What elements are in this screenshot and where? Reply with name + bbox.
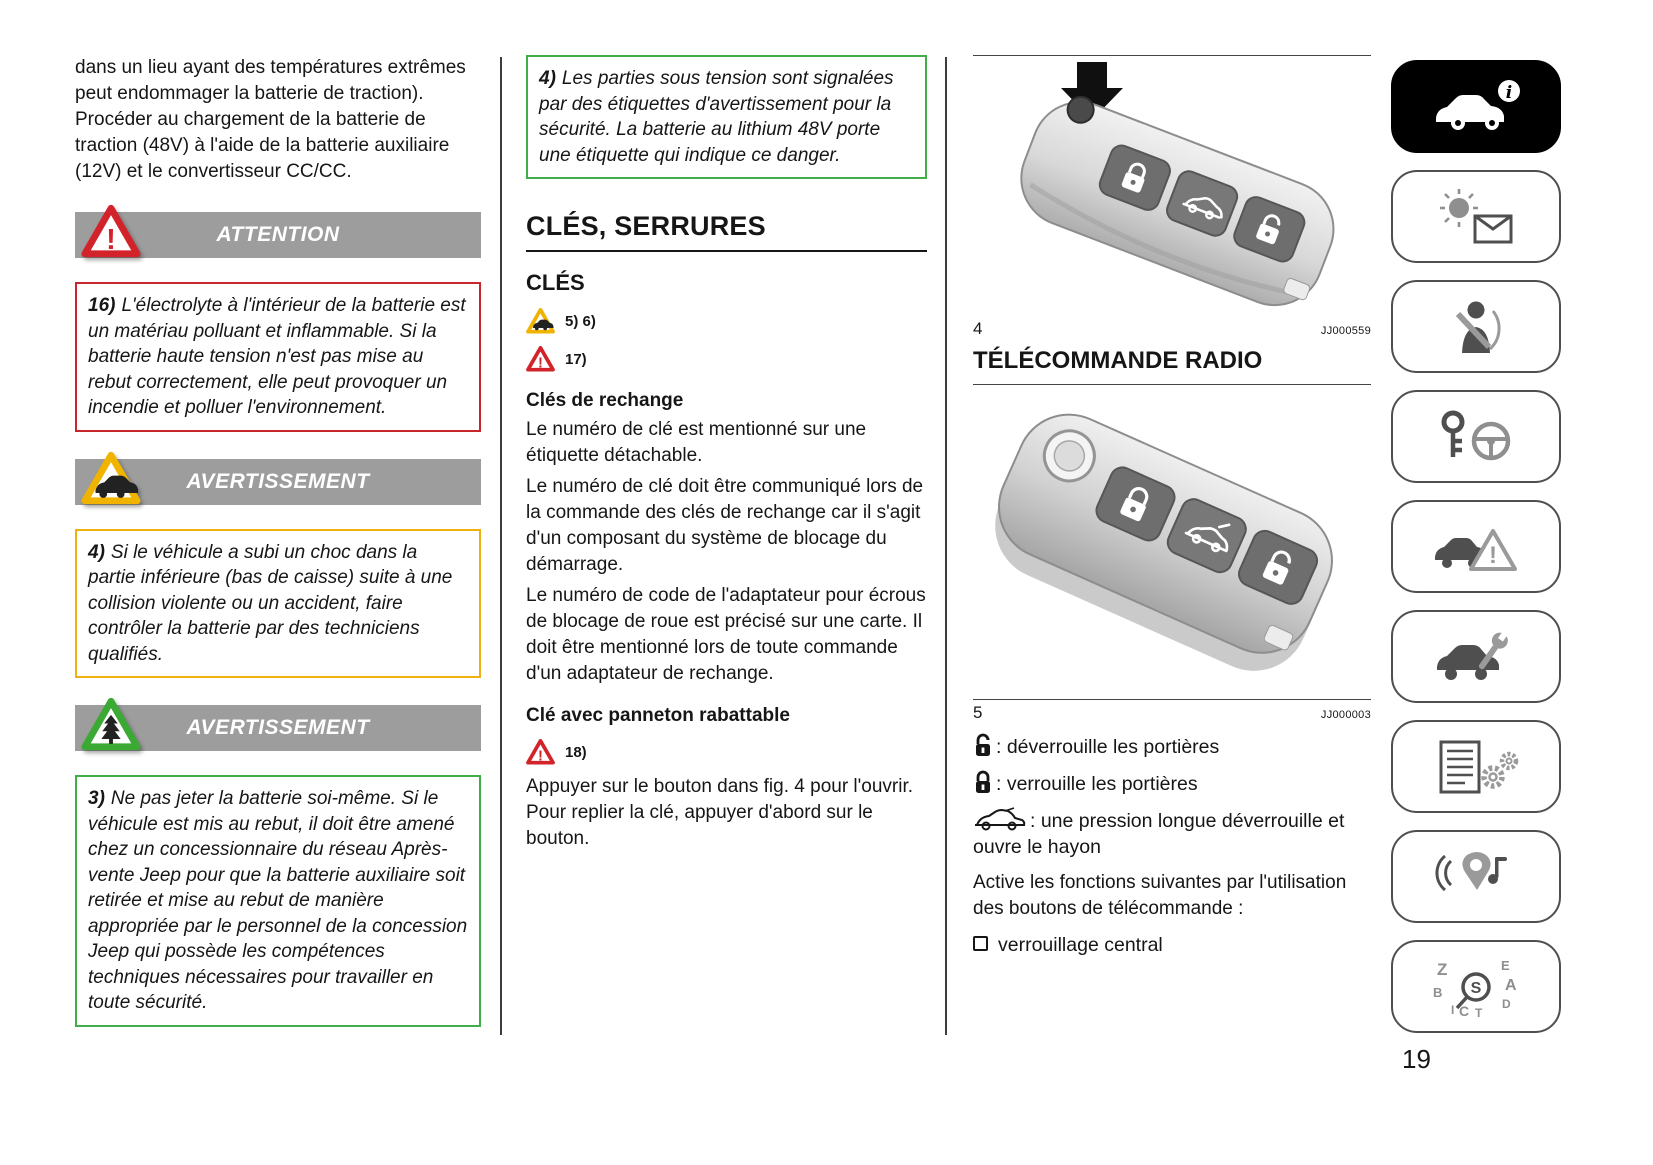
flip-key-ref-row — [526, 739, 927, 765]
figure-5-code: JJ000003 — [1320, 709, 1371, 721]
warning-ref-row — [526, 308, 927, 334]
sidebar-item-vehicle-info[interactable] — [1391, 60, 1561, 153]
svg-text:i: i — [1505, 82, 1513, 103]
car-info-icon — [1428, 78, 1524, 136]
figure-5 — [973, 393, 1371, 723]
svg-text:S: S — [1470, 979, 1482, 997]
multimedia-navigation-icon — [1431, 849, 1521, 905]
warning-16-number: 16) — [88, 295, 116, 316]
attention-ref-label: 17) — [565, 350, 587, 368]
specifications-list-gear-icon — [1431, 739, 1521, 795]
subsection-title-cles: CLÉS — [526, 270, 585, 295]
sidebar-item-index[interactable] — [1391, 940, 1561, 1033]
warning-lights-messages-icon — [1431, 189, 1521, 245]
car-wrench-icon — [1431, 629, 1521, 685]
key-fob-figure-4-image — [973, 60, 1369, 312]
tailgate-function-row — [973, 807, 1371, 860]
warning-4-number: 4) — [88, 541, 105, 563]
lock-function-text: : verrouille les portières — [996, 773, 1198, 795]
figure-5-caption — [973, 699, 1371, 723]
column-divider — [945, 57, 947, 1035]
unlock-function-text: : déverrouille les portières — [996, 736, 1220, 758]
sidebar-item-emergency[interactable] — [1391, 500, 1561, 593]
spare-keys-p3: Le numéro de code de l'adaptateur pour écrous de blocage de roue est précisé sur une carte. Il doit être mentionné lors de toute commande d'un adaptateur de rechange. — [526, 585, 926, 684]
lock-padlock-icon — [973, 770, 993, 796]
warning-16-text: L'électrolyte à l'intérieur de la batterie est un matériau polluant et inflammable. Si la batterie haute tension n'est pas mise au rebut correctement, elle peut provoquer un incendie et polluer l'environnement. — [88, 295, 466, 418]
figure-4-caption — [973, 319, 1371, 339]
sidebar-item-warning-lights[interactable] — [1391, 170, 1561, 263]
sidebar-item-safety[interactable] — [1391, 280, 1561, 373]
avertissement-title: AVERTISSEMENT — [186, 469, 370, 493]
functions-intro-paragraph: Active les fonctions suivantes par l'utilisation des boutons de télécommande : — [973, 872, 1347, 919]
yellow-car-triangle-icon — [81, 451, 141, 506]
green-tree-triangle-icon — [81, 697, 141, 752]
warning-3-box — [75, 775, 481, 1027]
figure-4 — [973, 55, 1371, 339]
sidebar-item-multimedia[interactable] — [1391, 830, 1561, 923]
avertissement-eco-header-bar — [75, 705, 481, 751]
svg-text:E: E — [1501, 957, 1510, 973]
svg-text:!: ! — [538, 355, 543, 372]
page-number: 19 — [1402, 1044, 1431, 1074]
column-right — [973, 55, 1371, 958]
chapter-tab-sidebar — [1391, 60, 1561, 1033]
avertissement-eco-title: AVERTISSEMENT — [186, 716, 370, 739]
spare-keys-p2: Le numéro de clé doit être communiqué lors de la commande des clés de rechange car il s'agit d'un composant du système de blocage du démarrage. — [526, 476, 924, 575]
column-left — [75, 55, 481, 1027]
sidebar-item-servicing-care[interactable] — [1391, 610, 1561, 703]
red-warning-triangle-icon — [81, 204, 141, 259]
seatbelt-person-icon — [1431, 299, 1521, 355]
intro-paragraph: dans un lieu ayant des températures extrêmes peut endommager la batterie de traction). Procéder au chargement de la batterie de traction (48V) à l'aide de la batterie auxiliaire (12V) et le convertisseur CC/CC. — [75, 57, 466, 182]
square-bullet-icon — [973, 936, 988, 951]
central-locking-text: verrouillage central — [998, 934, 1163, 956]
svg-text:I: I — [1451, 1002, 1455, 1017]
section-title-cles-serrures: CLÉS, SERRURES — [526, 211, 927, 252]
car-warning-triangle-icon — [1431, 519, 1521, 575]
section-title-telecommande: TÉLÉCOMMANDE RADIO — [973, 347, 1371, 385]
figure-4-number: 4 — [973, 319, 983, 338]
svg-text:B: B — [1433, 984, 1443, 1000]
note-4-number: 4) — [539, 68, 556, 89]
warning-4-text: Si le véhicule a subi un choc dans la partie inférieure (bas de caisse) suite à une collision violente ou un accident, faire contrôler la batterie par des techniciens qualifiés. — [88, 541, 453, 665]
key-steering-wheel-icon — [1431, 409, 1521, 465]
unlock-padlock-icon — [973, 733, 993, 759]
avertissement-header-bar — [75, 459, 481, 505]
svg-text:D: D — [1502, 996, 1511, 1011]
note-4-text: Les parties sous tension sont signalées par des étiquettes d'avertissement pour la sécurité. La batterie au lithium 48V porte une étiquette qui indique ce danger. — [539, 68, 894, 166]
svg-text:!: ! — [106, 223, 116, 256]
flip-key-paragraph: Appuyer sur le bouton dans fig. 4 pour l'ouvrir. Pour replier la clé, appuyer d'abord sur le bouton. — [526, 776, 914, 849]
warning-3-number: 3) — [88, 788, 105, 809]
sidebar-item-starting-driving[interactable] — [1391, 390, 1561, 483]
svg-text:T: T — [1475, 1005, 1483, 1017]
spare-keys-title: Clés de rechange — [526, 390, 684, 411]
attention-ref-row — [526, 346, 927, 372]
flip-key-title: Clé avec panneton rabattable — [526, 705, 790, 726]
figure-4-code: JJ000559 — [1320, 325, 1371, 337]
figure-5-number: 5 — [973, 703, 983, 722]
attention-header-bar — [75, 212, 481, 258]
spare-keys-p1: Le numéro de clé est mentionné sur une étiquette détachable. — [526, 419, 867, 466]
tailgate-function-text: : une pression longue déverrouille et ouvre le hayon — [973, 810, 1345, 858]
svg-text:!: ! — [538, 748, 543, 765]
svg-text:C: C — [1459, 1002, 1470, 1017]
lock-function-row — [973, 770, 1371, 797]
tailgate-car-icon — [973, 807, 1027, 833]
flip-key-ref-label: 18) — [565, 743, 587, 761]
alphabetical-index-icon — [1431, 957, 1521, 1017]
svg-text:Z: Z — [1437, 959, 1448, 979]
column-divider — [500, 57, 502, 1035]
warning-16-box — [75, 282, 481, 432]
key-fob-figure-5-image — [973, 393, 1369, 688]
small-yellow-car-triangle-icon — [526, 308, 555, 334]
attention-title: ATTENTION — [216, 223, 340, 246]
warning-3-text: Ne pas jeter la batterie soi-même. Si le véhicule est mis au rebut, il doit être amené chez un concessionnaire du réseau Après-vente Jeep pour que la batterie auxiliaire soit retirée et mise au rebut de manière appropriée par le personnel de la concession Jeep qui possède les compétences techniques nécessaires pour travailler en toute sécurité. — [88, 788, 468, 1013]
svg-text:!: ! — [1489, 541, 1497, 569]
unlock-function-row — [973, 733, 1371, 760]
warning-4-box — [75, 529, 481, 679]
column-middle — [526, 55, 927, 852]
warning-ref-label: 5) 6) — [565, 312, 596, 330]
note-4-box — [526, 55, 927, 179]
sidebar-item-technical-data[interactable] — [1391, 720, 1561, 813]
small-red-warning-triangle-icon — [526, 346, 555, 372]
svg-text:A: A — [1505, 976, 1517, 994]
small-red-warning-triangle-icon — [526, 739, 555, 765]
central-locking-bullet-row — [973, 932, 1371, 958]
